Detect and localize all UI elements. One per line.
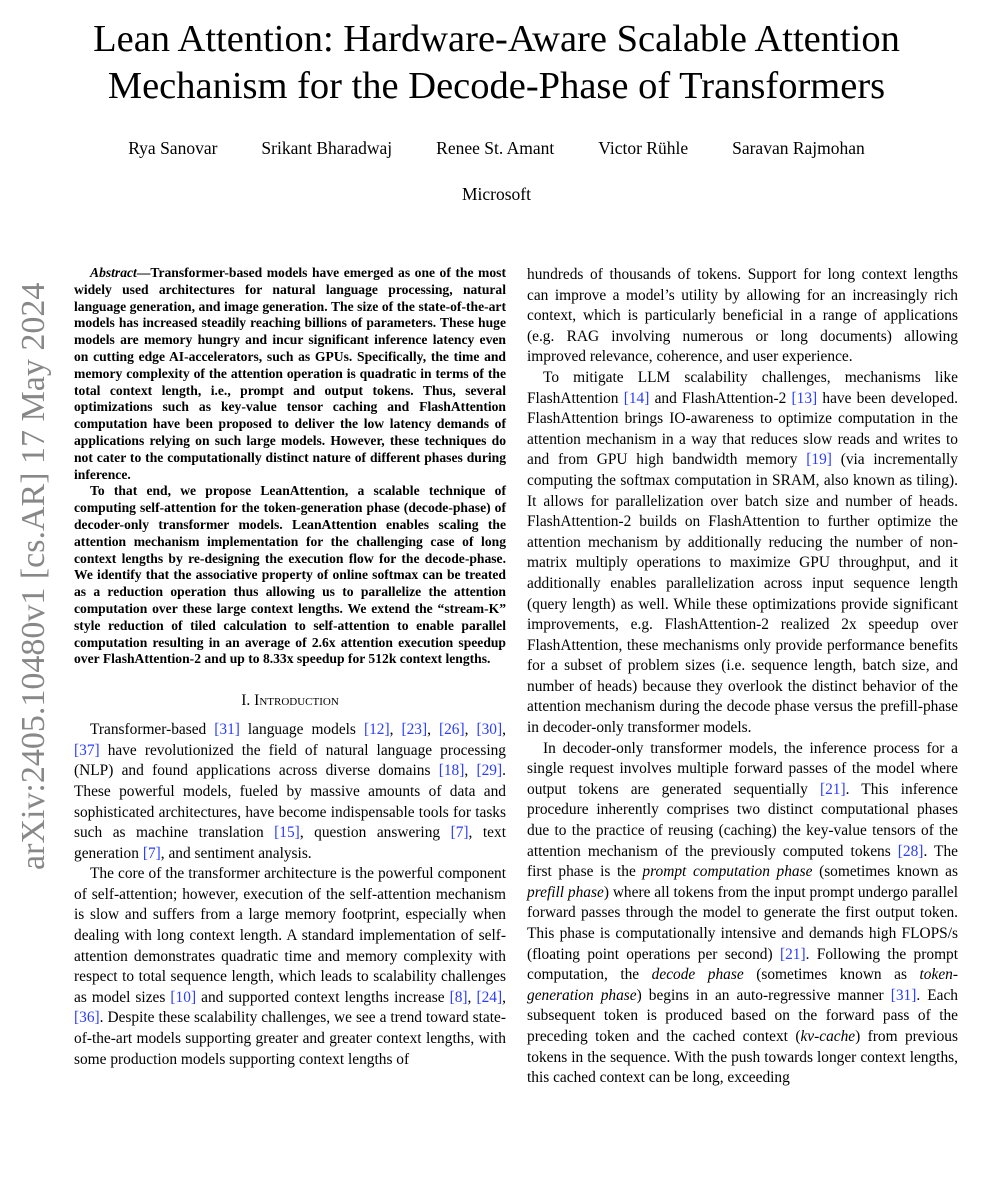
citation-link[interactable]: [7]: [142, 844, 161, 862]
text: , question answering: [299, 824, 451, 842]
intro-paragraph-4: [527, 739, 958, 1089]
emphasis: prefill phase: [527, 883, 604, 901]
abstract-dash: —: [136, 265, 151, 280]
author-list: [0, 138, 993, 159]
intro-body-left: [74, 720, 506, 1070]
citation-link[interactable]: [15]: [274, 824, 300, 842]
citation-link[interactable]: [37]: [74, 741, 100, 759]
author: Victor Rühle: [598, 138, 689, 158]
intro-paragraph-3: [527, 368, 958, 739]
citation-link[interactable]: [24]: [476, 988, 503, 1006]
emphasis: kv-cache: [800, 1027, 856, 1045]
citation-link[interactable]: [8]: [449, 988, 468, 1006]
text: . Following the prompt computation, the: [527, 945, 959, 984]
citation-link[interactable]: [31]: [890, 986, 917, 1004]
intro-paragraph-1: [74, 720, 506, 864]
text: have revolutionized the field of natural language processing (NLP) and found applications across diverse domains: [74, 741, 506, 780]
author: Renee St. Amant: [436, 138, 555, 158]
paper-title: [0, 16, 993, 110]
text: (sometimes known as: [812, 863, 958, 881]
left-column: [74, 265, 506, 1070]
citation-link[interactable]: [18]: [438, 762, 465, 780]
abstract-paragraph-2: To that end, we propose LeanAttention, a scalable technique of computing self-attention for the token-generation phase (decode-phase) of decoder-only transformer models. LeanAttention enables scaling the attention mechanism implementation for the challenging case of long context lengths by re-designing the execution flow for the decode-phase. We identify that the associative property of online softmax can be treated as a reduction operation thus allowing us to parallelize the attention computation over these large context lengths. We extend the “stream-K” style reduction of tiled calculation to self-attention to enable parallel computation resulting in an average of 2.6x attention execution speedup over FlashAttention-2 and up to 8.33x speedup for 512k context lengths.: [74, 483, 506, 667]
section-title: Introduction: [254, 692, 339, 710]
section-number: I.: [241, 692, 251, 710]
text: ) where all tokens from the input prompt undergo parallel forward passes through the model to generate the first output token. This phase is computationally intensive and demands high FLOPS/s (floating point operations per second): [527, 883, 958, 963]
citation-link[interactable]: [7]: [450, 824, 469, 842]
text: ,: [502, 988, 506, 1006]
text: ,: [464, 762, 477, 780]
citation-link[interactable]: [26]: [438, 721, 465, 739]
citation-link[interactable]: [36]: [74, 1009, 100, 1027]
emphasis: prompt computation phase: [642, 863, 813, 881]
arxiv-watermark: arXiv:2405.10480v1 [cs.AR] 17 May 2024: [15, 283, 52, 871]
text: . These powerful models, fueled by massive amounts of data and sophisticated architectures, have become indispensable tools for tasks such as machine translation: [74, 762, 506, 842]
author: Srikant Bharadwaj: [261, 138, 393, 158]
intro-paragraph-continued: hundreds of thousands of tokens. Support for long context lengths can improve a model’s utility by allowing for an increasingly rich context, which is particularly beneficial in a range of applications (e.g. RAG involving numerous or long documents) allowing improved relevance, coherence, and user experience.: [527, 266, 958, 366]
text: , text generation: [74, 824, 506, 862]
text: ,: [502, 721, 506, 739]
citation-link[interactable]: [19]: [806, 451, 832, 469]
abstract-paragraph-1: [74, 265, 506, 483]
text: (via incrementally computing the softmax computation in SRAM, also known as tiling). It allows for parallelization over batch size and number of heads. FlashAttention-2 builds on FlashAttention to further optimize the attention mechanism by additionally reducing the number of non-matrix multiply operations to maximize GPU throughput, and it additionally enables parallelization across input sequence length (query length) as well. While these optimizations provide significant improvements, e.g. FlashAttention-2 realized 2x speedup over FlashAttention, these mechanisms only provide performance benefits for a subset of problem sizes (i.e. sequence length, batch size, and number of heads) because they overlook the distinct behavior of the attention mechanism during the decode phase versus the prefill-phase in decoder-only transformer models.: [527, 451, 959, 737]
citation-link[interactable]: [10]: [170, 988, 197, 1006]
citation-link[interactable]: [14]: [623, 389, 650, 407]
author: Rya Sanovar: [128, 138, 218, 158]
citation-link[interactable]: [21]: [819, 780, 846, 798]
intro-paragraph-2: [74, 864, 506, 1070]
citation-link[interactable]: [29]: [476, 762, 503, 780]
text: The core of the transformer architecture is the powerful component of self-attention; however, execution of the self-attention mechanism is slow and suffers from a large memory footprint, especially when dealing with long context length. A standard implementation of self-attention demonstrates quadratic time and memory complexity with respect to total sequence length, which leads to scalability challenges as model sizes: [74, 865, 506, 1006]
right-column: [527, 265, 958, 1089]
text: , and sentiment analysis.: [160, 844, 312, 862]
emphasis: decode phase: [651, 966, 744, 984]
abstract-text-1: Transformer-based models have emerged as one of the most widely used architectures for natural language processing, natural language generation, and image generation. The size of the state-of-the-art models has increased steadily reaching billions of parameters. These huge models are memory hungry and incur significant inference latency even on cutting edge AI-accelerators, such as GPUs. Specifically, the time and memory complexity of the attention operation is quadratic in terms of the total context length, i.e., prompt and output tokens. Thus, several optimizations such as key-value tensor caching and FlashAttention computation have been proposed to deliver the low latency demands of applications relying on such large models. However, these techniques do not cater to the computationally distinct nature of different phases during inference.: [74, 265, 506, 482]
title-line-2: Mechanism for the Decode-Phase of Transformers: [107, 65, 886, 107]
text: ) from previous tokens in the sequence. With the push towards longer context lengths, this cached context can be long, exceeding: [527, 1027, 958, 1087]
text: and supported context lengths increase: [196, 988, 450, 1006]
abstract-label: Abstract: [90, 265, 137, 280]
text: (sometimes known as: [743, 966, 920, 984]
text: . Each subsequent token is produced based on the forward pass of the preceding token and the cached context (: [527, 986, 958, 1045]
emphasis: token-generation phase: [527, 966, 958, 1004]
affiliation: Microsoft: [461, 184, 532, 204]
citation-link[interactable]: [21]: [779, 945, 806, 963]
citation-link[interactable]: [23]: [401, 721, 428, 739]
section-heading: [74, 692, 506, 710]
text: ,: [467, 988, 477, 1006]
text: ,: [427, 721, 439, 739]
citation-link[interactable]: [13]: [791, 389, 818, 407]
text: language models: [239, 721, 364, 739]
text: . The first phase is the: [527, 842, 958, 881]
author: Saravan Rajmohan: [732, 138, 865, 158]
text: ,: [464, 721, 477, 739]
citation-link[interactable]: [12]: [363, 721, 390, 739]
citation-link[interactable]: [28]: [897, 842, 924, 860]
citation-link[interactable]: [30]: [476, 721, 503, 739]
intro-body-right: [527, 265, 958, 1089]
text: . Despite these scalability challenges, we see a trend toward state-of-the-art models supporting greater and greater context lengths, with some production models supporting context lengths of: [74, 1009, 506, 1068]
abstract: [74, 265, 506, 668]
text: Transformer-based: [90, 721, 215, 739]
title-line-1: Lean Attention: Hardware-Aware Scalable Attention: [93, 18, 900, 60]
text: ,: [389, 721, 402, 739]
text: and FlashAttention-2: [649, 389, 792, 407]
text: . This inference procedure inherently comprises two distinct computational phases due to the practice of reusing (caching) the key-value tensors of the attention mechanism of the previously computed tokens: [527, 780, 958, 860]
text: have been developed. FlashAttention brings IO-awareness to optimize computation in the attention mechanism in a way that reduces slow reads and writes to and from GPU high bandwidth memory: [527, 389, 958, 469]
text: In decoder-only transformer models, the inference process for a single request involves multiple forward passes of the model where output tokens are generated sequentially: [527, 739, 958, 798]
text: To mitigate LLM scalability challenges, mechanisms like FlashAttention: [527, 368, 958, 407]
citation-link[interactable]: [31]: [214, 721, 240, 739]
text: ) begins in an auto-regressive manner: [636, 986, 891, 1004]
